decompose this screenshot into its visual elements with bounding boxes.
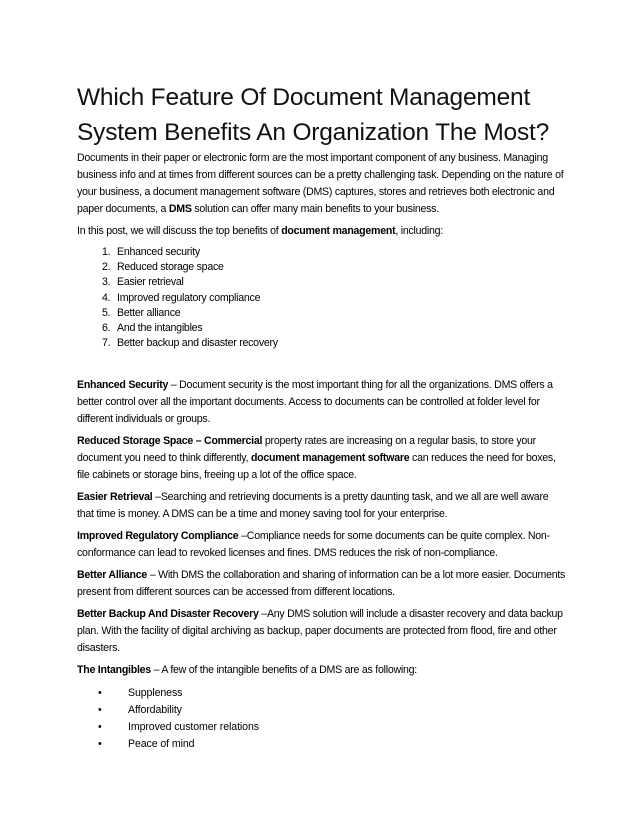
list-item: 5. Better alliance <box>113 306 567 321</box>
section-heading: Reduced Storage Space – Commercial <box>77 435 263 448</box>
section-text: –Compliance needs for some documents can be quite complex. Non-conformance can lead to revoked licenses and fines. DMS reduces the risk of non-compliance. <box>77 530 550 560</box>
section-heading: Improved Regulatory Compliance <box>77 530 239 543</box>
bullet-icon: • <box>98 687 102 700</box>
intro-bold-dms: DMS <box>168 203 192 215</box>
section-alliance <box>77 567 567 601</box>
section-text: – A few of the intangible benefits of a DMS are as following: <box>150 664 417 677</box>
list-item <box>98 685 567 702</box>
section-heading: Better Alliance <box>77 569 148 582</box>
list-item-label: Affordability <box>128 704 182 717</box>
list-item-label: Suppleness <box>128 687 183 700</box>
list-item: 4. Improved regulatory compliance <box>113 291 567 306</box>
list-item: 7. Better backup and disaster recovery <box>113 336 567 351</box>
section-intangibles <box>77 662 567 679</box>
section-text: –Any DMS solution will include a disaster recovery and data backup plan. With the facility of digital archiving as backup, paper documents are protected from flood, fire and other disasters. <box>77 608 563 655</box>
lead-bold: document management <box>281 225 396 237</box>
benefits-list <box>77 245 567 351</box>
section-text: property rates are increasing on a regular basis, to store your document you need to think differently, <box>77 435 536 465</box>
section-text: – Document security is the most important thing for all the organizations. DMS offers a better control over all the important documents. Access to documents can be controlled at folder level for different individuals or groups. <box>77 379 553 426</box>
bullet-icon: • <box>98 704 102 717</box>
section-security <box>77 377 567 428</box>
title-line-2: System Benefits An Organization The Most? <box>77 119 550 146</box>
intro-paragraph <box>77 150 567 218</box>
section-heading: The Intangibles <box>77 664 151 677</box>
section-heading: Easier Retrieval <box>77 491 153 504</box>
section-bold: document management software <box>250 452 410 465</box>
list-item-label: Improved customer relations <box>128 721 259 734</box>
list-item <box>98 702 567 719</box>
section-text: can reduces the need for boxes, file cabinets or storage bins, freeing up a lot of the office space. <box>77 452 556 482</box>
intro-text-b: solution can offer many main benefits to your business. <box>191 203 439 215</box>
list-item: 6. And the intangibles <box>113 321 567 336</box>
section-heading: Better Backup And Disaster Recovery <box>77 608 259 621</box>
lead-text-b: , including: <box>395 225 444 237</box>
bullet-icon: • <box>98 738 102 751</box>
section-backup <box>77 606 567 657</box>
list-item <box>98 719 567 736</box>
intangibles-list <box>77 685 567 753</box>
section-storage <box>77 433 567 484</box>
bullet-icon: • <box>98 721 102 734</box>
title-line-1: Which Feature Of Document Management <box>77 84 531 111</box>
section-retrieval <box>77 489 567 523</box>
list-item: 3. Easier retrieval <box>113 275 567 290</box>
section-text: –Searching and retrieving documents is a pretty daunting task, and we all are well aware that time is money. A DMS can be a time and money saving tool for your enterprise. <box>77 491 549 521</box>
page-title <box>77 80 567 150</box>
section-heading: Enhanced Security <box>77 379 169 392</box>
lead-text-a: In this post, we will discuss the top benefits of <box>77 225 282 237</box>
list-item: 1. Enhanced security <box>113 245 567 260</box>
list-item-label: Peace of mind <box>128 738 195 751</box>
spacer <box>77 351 567 377</box>
intro-text-a: Documents in their paper or electronic form are the most important component of any business. Managing business info and at times from different sources can be a pretty challenging task. Depending on the nature of your business, a document management software (DMS) captures, stores and retrieves both electronic and paper documents, a <box>77 152 564 215</box>
list-item <box>98 736 567 753</box>
list-item: 2. Reduced storage space <box>113 260 567 275</box>
section-compliance <box>77 528 567 562</box>
section-text: – With DMS the collaboration and sharing of information can be a lot more easier. Documents present from different sources can be accessed from different locations. <box>77 569 566 599</box>
document-page <box>77 80 567 753</box>
intro-list-lead <box>77 223 567 240</box>
